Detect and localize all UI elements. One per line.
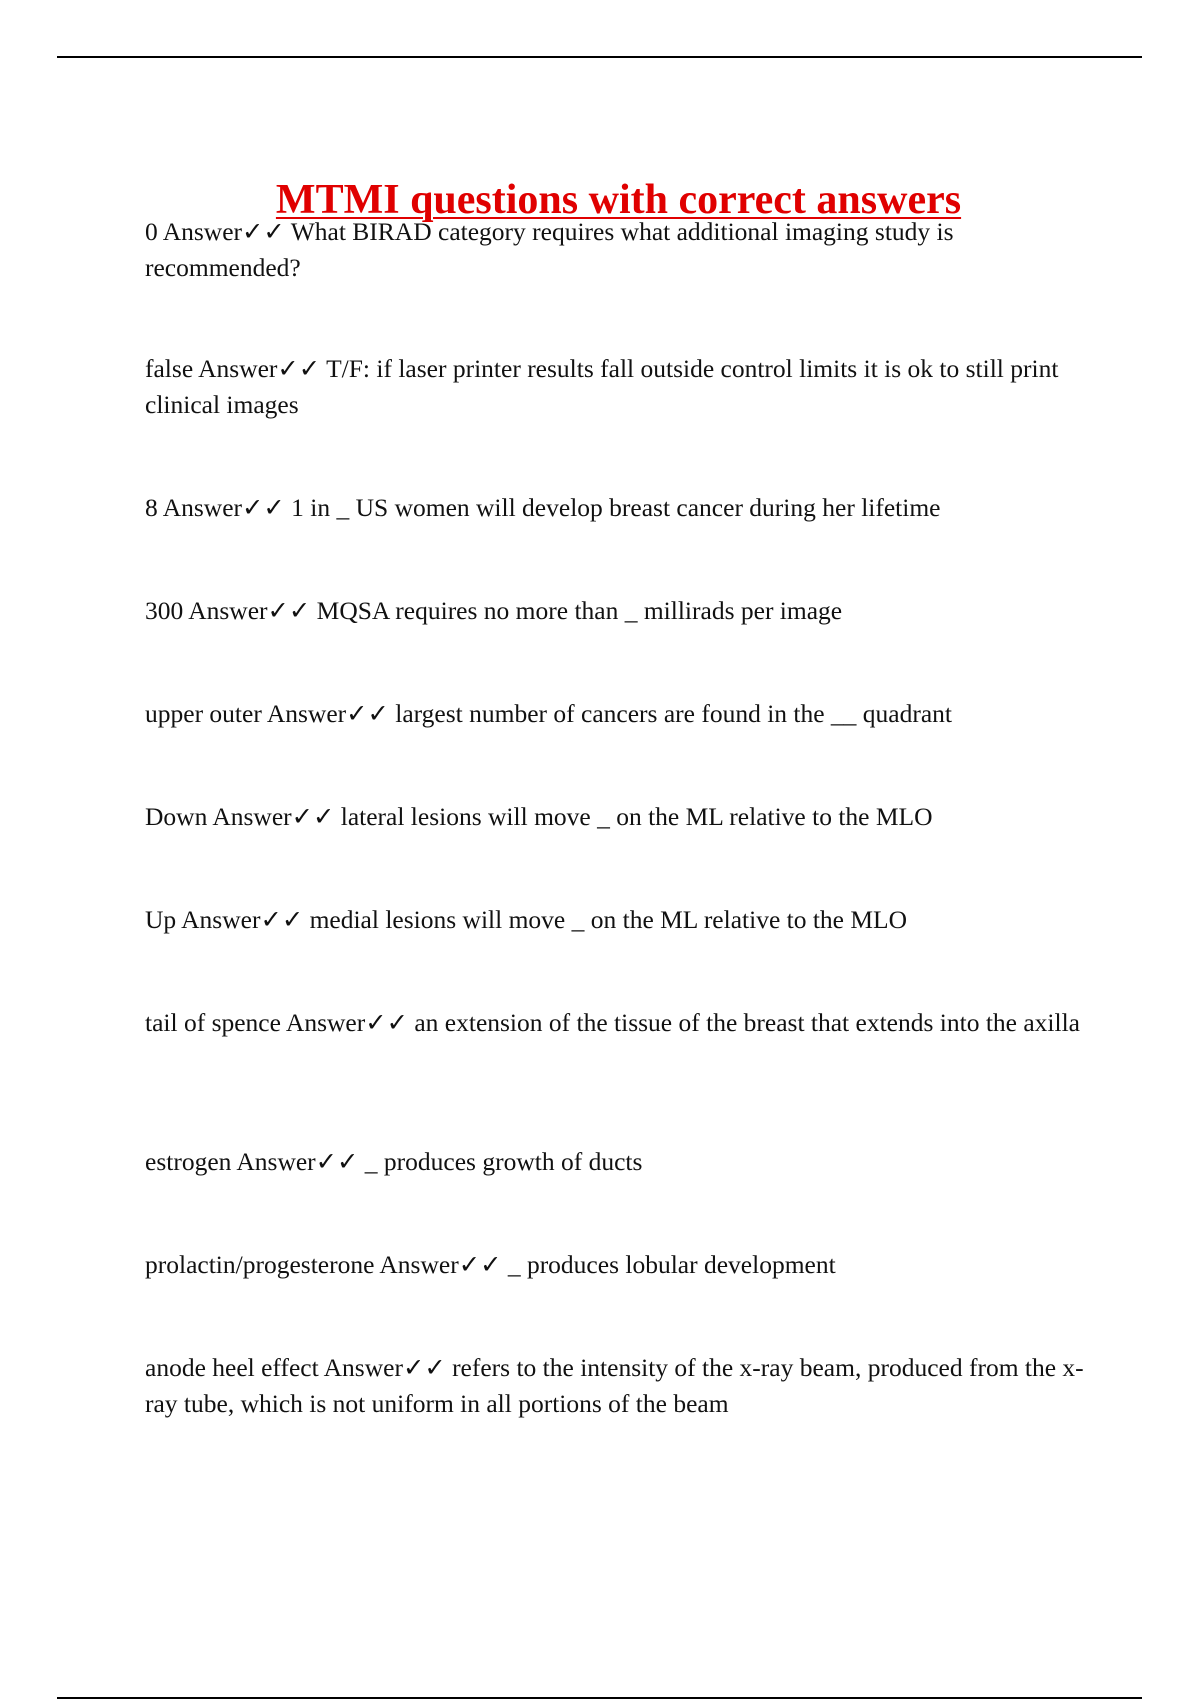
qa-item <box>145 490 1085 526</box>
qa-item <box>145 1247 1085 1283</box>
answer-marker: Answer✓✓ <box>162 217 285 246</box>
qa-item <box>145 593 1085 629</box>
answer-text: 300 <box>145 596 184 625</box>
question-text: refers to the intensity of the x-ray beam, produced from the x-ray tube, which is not uniform in all portions of the beam <box>145 1353 1084 1418</box>
answer-marker: Answer✓✓ <box>285 1008 408 1037</box>
qa-item <box>145 1144 1085 1180</box>
answer-text: 8 <box>145 493 158 522</box>
answer-text: Up <box>145 905 177 934</box>
answer-marker: Answer✓✓ <box>198 354 321 383</box>
qa-item <box>145 696 1085 732</box>
question-text: medial lesions will move _ on the ML relative to the MLO <box>309 905 908 934</box>
answer-text: false <box>145 354 194 383</box>
answer-marker: Answer✓✓ <box>236 1147 359 1176</box>
question-text: T/F: if laser printer results fall outside control limits it is ok to still print clinical images <box>145 354 1059 419</box>
answer-marker: Answer✓✓ <box>181 905 304 934</box>
qa-item <box>145 1350 1085 1422</box>
qa-item <box>145 799 1085 835</box>
answer-text: estrogen <box>145 1147 232 1176</box>
answer-text: tail of spence <box>145 1008 281 1037</box>
question-text: lateral lesions will move _ on the ML relative to the MLO <box>340 802 933 831</box>
question-text: 1 in _ US women will develop breast cancer during her lifetime <box>291 493 941 522</box>
qa-item <box>145 351 1085 423</box>
answer-marker: Answer✓✓ <box>188 596 311 625</box>
qa-item <box>145 902 1085 938</box>
question-text: MQSA requires no more than _ millirads per image <box>316 596 843 625</box>
answer-marker: Answer✓✓ <box>266 699 389 728</box>
answer-marker: Answer✓✓ <box>323 1353 446 1382</box>
qa-item <box>145 1005 1085 1041</box>
answer-text: prolactin/progesterone <box>145 1250 375 1279</box>
answer-marker: Answer✓✓ <box>162 493 285 522</box>
answer-text: anode heel effect <box>145 1353 319 1382</box>
qa-item <box>145 214 1085 286</box>
question-text: an extension of the tissue of the breast that extends into the axilla <box>414 1008 1080 1037</box>
question-text: _ produces growth of ducts <box>364 1147 643 1176</box>
answer-marker: Answer✓✓ <box>212 802 335 831</box>
page-title: MTMI questions with correct answers <box>275 177 962 224</box>
bottom-rule <box>57 1697 1142 1699</box>
question-text: _ produces lobular development <box>507 1250 836 1279</box>
answer-text: Down <box>145 802 208 831</box>
question-text: What BIRAD category requires what additional imaging study is recommended? <box>145 217 954 282</box>
answer-text: 0 <box>145 217 158 246</box>
question-text: largest number of cancers are found in the __ quadrant <box>395 699 953 728</box>
answer-text: upper outer <box>145 699 262 728</box>
answer-marker: Answer✓✓ <box>379 1250 502 1279</box>
top-rule <box>57 56 1142 58</box>
